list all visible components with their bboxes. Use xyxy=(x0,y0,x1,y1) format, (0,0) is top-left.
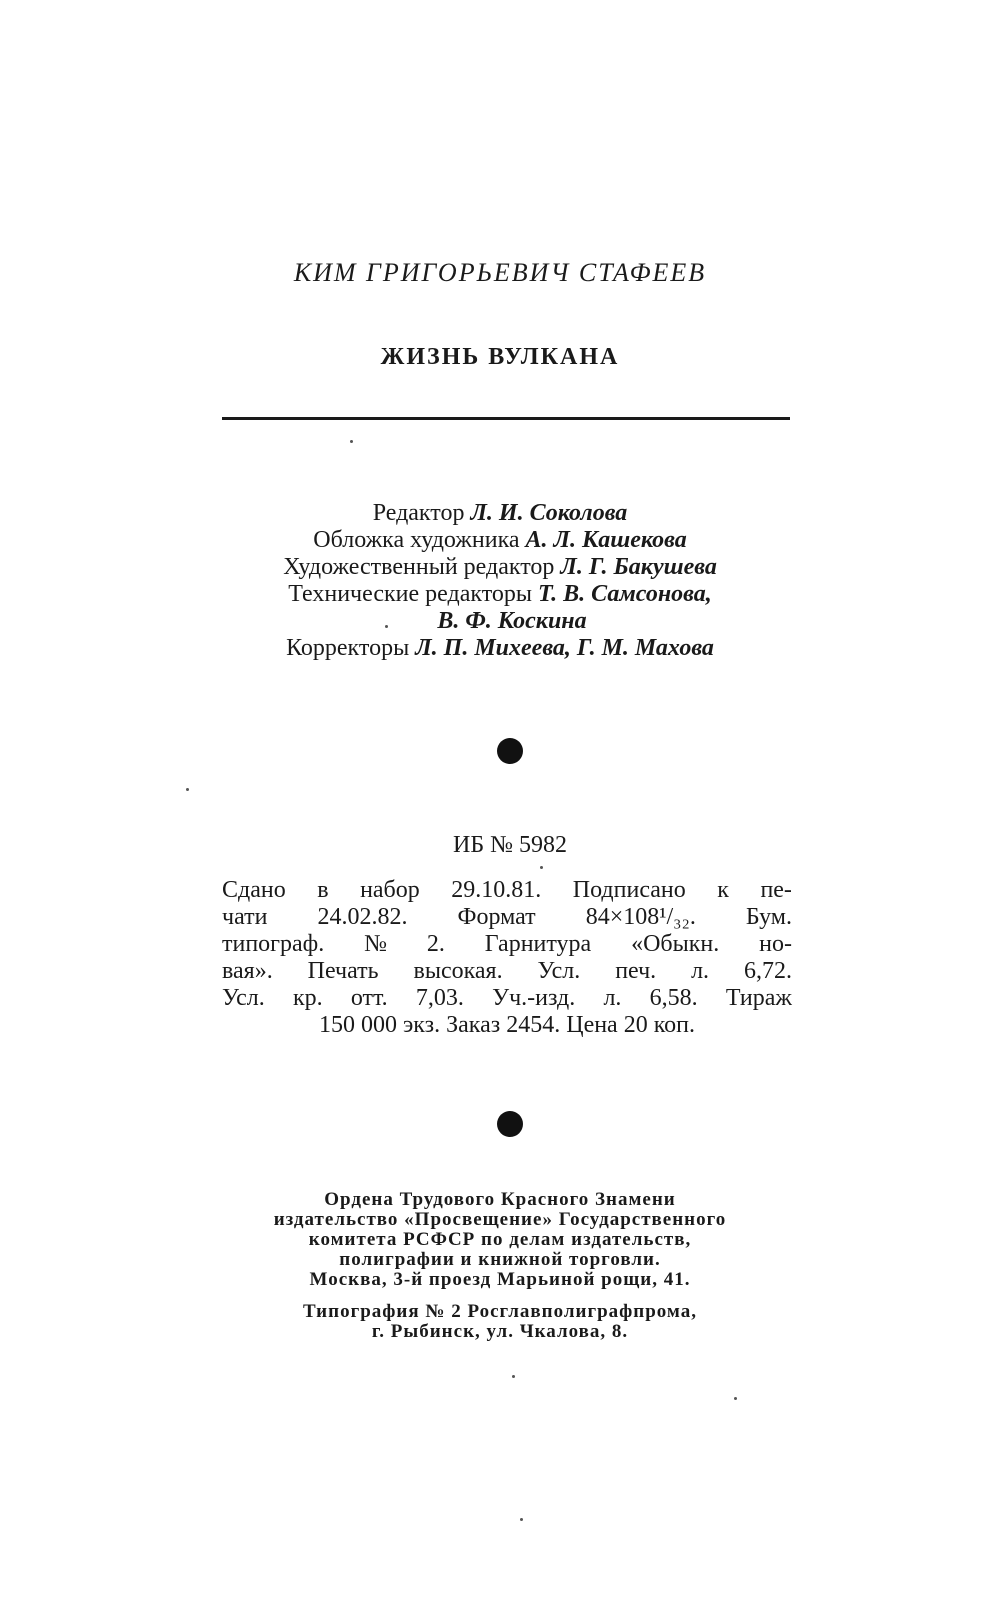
imprint-word: в xyxy=(317,877,329,903)
credit-editor xyxy=(0,500,1000,527)
imprint-word: высокая. xyxy=(413,958,503,984)
credit-name: Л. И. Соколова xyxy=(470,500,628,526)
imprint-word: 24.02.82. xyxy=(317,904,408,930)
bullet-separator xyxy=(497,738,523,764)
credit-technical-editors xyxy=(0,581,1000,608)
credit-role: Технические редакторы xyxy=(288,581,533,607)
credit-proofreaders xyxy=(0,635,1000,662)
credit-cover-artist xyxy=(0,527,1000,554)
print-speck xyxy=(512,1375,515,1378)
imprint-word: Подписано xyxy=(572,877,686,903)
publisher-line: Москва, 3-й проезд Марьиной рощи, 41. xyxy=(309,1269,691,1290)
credit-role: Корректоры xyxy=(286,635,410,661)
imprint-word: отт. xyxy=(350,985,388,1011)
printer-line: Типография № 2 Росглавполиграфпрома, xyxy=(302,1301,697,1322)
imprint-line xyxy=(222,931,792,958)
imprint-word: 29.10.81. xyxy=(451,877,542,903)
imprint-word: пе- xyxy=(760,877,792,903)
print-speck xyxy=(385,625,388,628)
publisher-line: комитета РСФСР по делам издательств, xyxy=(308,1229,692,1250)
imprint-word: Усл. xyxy=(537,958,581,984)
imprint-word: вая». xyxy=(222,958,273,984)
credit-name: Л. Г. Бакушева xyxy=(560,554,717,580)
print-speck xyxy=(734,1397,737,1400)
imprint-word: 84×108¹/₃₂. xyxy=(585,904,696,930)
author-name: КИМ ГРИГОРЬЕВИЧ СТАФЕЕВ xyxy=(293,258,707,287)
book-title: ЖИЗНЬ ВУЛКАНА xyxy=(380,344,620,370)
imprint-word: Формат xyxy=(457,904,536,930)
imprint-word: 2. xyxy=(426,931,445,957)
credit-role: Редактор xyxy=(372,500,465,526)
imprint-word: «Обыкн. xyxy=(631,931,720,957)
imprint-word: 7,03. xyxy=(415,985,464,1011)
imprint-word: л. xyxy=(691,958,710,984)
credits-block xyxy=(0,500,1000,662)
print-speck xyxy=(520,1518,523,1521)
publisher-line: Ордена Трудового Красного Знамени xyxy=(324,1189,676,1210)
printer-line: г. Рыбинск, ул. Чкалова, 8. xyxy=(371,1321,629,1342)
imprint-word: 6,58. xyxy=(649,985,698,1011)
imprint-line: 150 000 экз. Заказ 2454. Цена 20 коп. xyxy=(319,1012,695,1038)
imprint-line xyxy=(222,958,792,985)
credit-technical-editors-cont xyxy=(0,608,1000,635)
credit-name: Т. В. Самсонова, xyxy=(538,581,712,607)
publisher-line: полиграфии и книжной торговли. xyxy=(339,1249,661,1270)
imprint-word: печ. xyxy=(615,958,657,984)
print-speck xyxy=(540,866,543,869)
imprint-line xyxy=(222,904,792,931)
print-speck xyxy=(350,440,353,443)
imprint-word: набор xyxy=(360,877,420,903)
imprint-line xyxy=(222,985,792,1012)
credit-role: Обложка художника xyxy=(313,527,520,553)
credit-role: Художественный редактор xyxy=(283,554,555,580)
ib-number: ИБ № 5982 xyxy=(452,832,567,858)
imprint-word: Усл. xyxy=(222,985,265,1011)
imprint-word: но- xyxy=(759,931,792,957)
publisher-block xyxy=(0,1190,1000,1342)
imprint-word: л. xyxy=(603,985,622,1011)
credit-name: В. Ф. Коскина xyxy=(437,608,587,634)
credit-name: А. Л. Кашекова xyxy=(525,527,687,553)
imprint-word: Гарнитура xyxy=(484,931,592,957)
imprint-line xyxy=(222,877,792,904)
imprint-word: кр. xyxy=(292,985,323,1011)
publisher-line: издательство «Просвещение» Государственного xyxy=(273,1209,727,1230)
imprint-word: № xyxy=(364,931,388,957)
imprint-word: чати xyxy=(222,904,268,930)
imprint-word: к xyxy=(717,877,729,903)
imprint-word: типограф. xyxy=(222,931,325,957)
imprint-word: Уч.-изд. xyxy=(492,985,576,1011)
imprint-word: Тираж xyxy=(725,985,792,1011)
credit-art-editor xyxy=(0,554,1000,581)
imprint-word: 6,72. xyxy=(743,958,792,984)
credit-name: Л. П. Михеева, Г. М. Махова xyxy=(415,635,714,661)
imprint-word: Сдано xyxy=(222,877,286,903)
imprint-word: Печать xyxy=(307,958,379,984)
print-speck xyxy=(186,788,189,791)
divider-rule xyxy=(222,417,790,420)
imprint-block xyxy=(222,877,792,1039)
imprint-word: Бум. xyxy=(745,904,792,930)
bullet-separator xyxy=(497,1111,523,1137)
